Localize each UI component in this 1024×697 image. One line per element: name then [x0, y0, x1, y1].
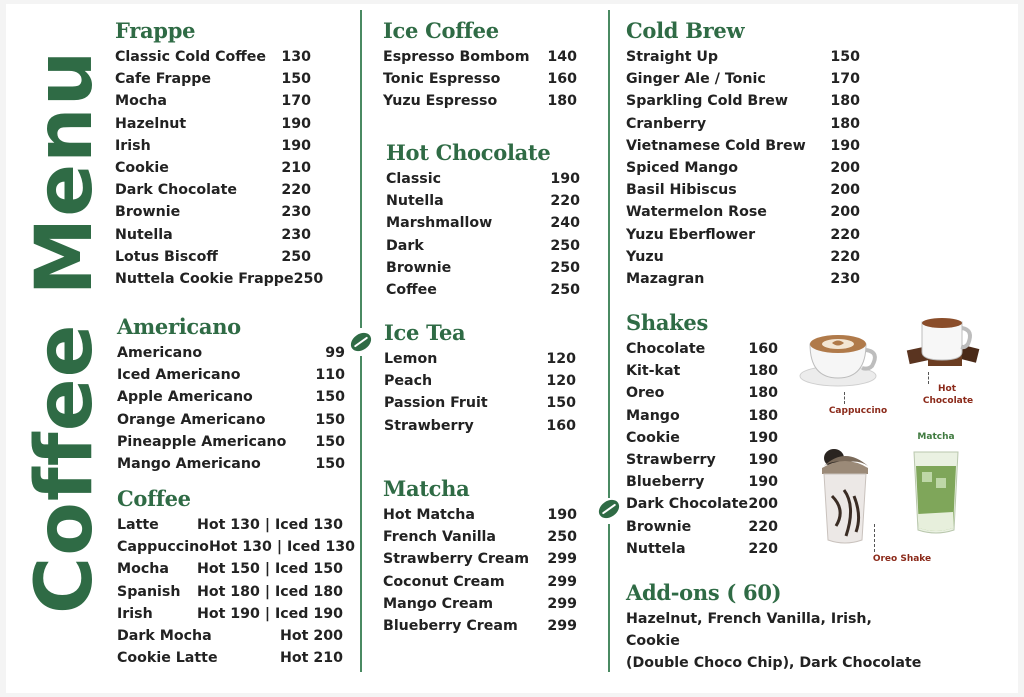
item-name: Brownie	[626, 518, 692, 535]
item-price: 180	[830, 93, 860, 110]
item-price: 230	[281, 204, 311, 221]
item-price: 299	[547, 573, 577, 590]
item-price: 180	[748, 407, 778, 424]
section-title: Add-ons ( 60)	[626, 580, 782, 605]
caption-pointer	[874, 524, 875, 552]
item-name: Vietnamese Cold Brew	[626, 137, 806, 154]
section-title: Shakes	[626, 310, 708, 335]
item-price: 250	[547, 529, 577, 546]
caption-cappuccino: Cappuccino	[828, 406, 888, 416]
caption-chocolate: Chocolate	[922, 396, 974, 406]
menu-item	[383, 571, 577, 593]
item-name: Strawberry Cream	[383, 551, 530, 568]
section-title: Coffee	[117, 486, 191, 511]
section-title: Hot Chocolate	[386, 140, 551, 165]
item-list	[626, 338, 778, 560]
item-price: 230	[830, 270, 860, 287]
item-list	[117, 514, 355, 669]
caption-pointer	[844, 392, 845, 404]
menu-item	[115, 46, 311, 68]
menu-item	[626, 471, 778, 493]
item-price: 180	[748, 385, 778, 402]
menu-item	[384, 415, 576, 437]
item-name: Espresso Bombom	[383, 49, 530, 66]
item-name: Brownie	[115, 204, 181, 221]
item-name: Cappuccino	[117, 539, 209, 556]
item-price: Hot 200	[280, 628, 343, 645]
item-price: 299	[547, 618, 577, 635]
menu-item	[384, 370, 576, 392]
menu-item	[117, 558, 343, 580]
menu-item	[384, 392, 576, 414]
section-shakes	[626, 308, 778, 560]
item-price: 190	[547, 507, 577, 524]
item-price: 220	[830, 226, 860, 243]
menu-item	[115, 68, 311, 90]
menu-item	[626, 135, 860, 157]
item-name: Pineapple Americano	[117, 433, 287, 450]
menu-item	[386, 190, 580, 212]
item-price: 200	[830, 160, 860, 177]
menu-item	[117, 647, 343, 669]
menu-item	[626, 405, 778, 427]
item-name: Nuttela	[626, 540, 686, 557]
column-divider-right	[608, 524, 610, 672]
item-name: Chocolate	[626, 341, 706, 358]
item-name: Yuzu Espresso	[383, 93, 498, 110]
item-price: 190	[830, 137, 860, 154]
menu-item	[386, 279, 580, 301]
section-cold-brew	[626, 16, 860, 290]
menu-item	[115, 113, 311, 135]
menu-item	[117, 603, 343, 625]
item-price: 220	[748, 518, 778, 535]
menu-item	[626, 538, 778, 560]
coffee-bean-icon	[595, 496, 622, 522]
item-name: Brownie	[386, 259, 452, 276]
item-price: 250	[293, 270, 324, 287]
section-title: Matcha	[383, 476, 470, 501]
section-title: Frappe	[115, 18, 196, 43]
item-name: Classic	[386, 171, 442, 188]
item-price: 190	[281, 137, 311, 154]
cappuccino-illustration	[796, 322, 886, 394]
item-name: Cookie	[115, 160, 169, 177]
item-name: Mazagran	[626, 270, 705, 287]
menu-item	[626, 338, 778, 360]
menu-page	[6, 4, 1018, 693]
menu-item	[117, 536, 355, 558]
item-price: 190	[748, 474, 778, 491]
item-name: Hot Matcha	[383, 507, 475, 524]
item-name: Watermelon Rose	[626, 204, 767, 221]
item-price: 220	[550, 193, 580, 210]
item-price: 240	[550, 215, 580, 232]
item-price: 170	[830, 71, 860, 88]
menu-item	[383, 593, 577, 615]
item-name: Americano	[117, 345, 203, 362]
hot-chocolate-illustration	[902, 314, 984, 374]
item-price: 210	[281, 160, 311, 177]
item-price: 170	[281, 93, 311, 110]
item-price: 180	[547, 93, 577, 110]
menu-item	[115, 201, 311, 223]
item-name: Lotus Biscoff	[115, 248, 218, 265]
addons-line-2: (Double Choco Chip), Dark Chocolate	[626, 655, 922, 671]
coffee-bean-icon	[347, 329, 374, 355]
item-price: 150	[315, 389, 345, 406]
item-name: Sparkling Cold Brew	[626, 93, 788, 110]
item-name: Tonic Espresso	[383, 71, 501, 88]
menu-item	[384, 348, 576, 370]
item-name: Cranberry	[626, 115, 707, 132]
section-ice-tea	[384, 318, 576, 437]
item-price: 150	[546, 395, 576, 412]
item-name: Blueberry	[626, 474, 705, 491]
item-list	[384, 348, 576, 437]
caption-oreo-shake: Oreo Shake	[872, 554, 932, 564]
item-name: Iced Americano	[117, 367, 241, 384]
column-divider-right	[608, 10, 610, 498]
item-price: Hot 190 | Iced 190	[196, 605, 343, 622]
item-name: Oreo	[626, 385, 665, 402]
item-price: 200	[748, 496, 778, 513]
menu-item	[117, 364, 345, 386]
item-name: Mango Cream	[383, 595, 494, 612]
item-price: 160	[748, 341, 778, 358]
item-list	[383, 504, 577, 637]
item-list	[115, 46, 324, 290]
column-divider-left	[360, 356, 362, 672]
menu-item	[626, 449, 778, 471]
item-name: Yuzu	[626, 248, 664, 265]
item-name: Cookie Latte	[117, 650, 218, 667]
section-matcha	[383, 474, 577, 637]
section-title: Ice Tea	[384, 320, 466, 345]
menu-item	[626, 382, 778, 404]
item-name: Nutella	[386, 193, 444, 210]
oreo-shake-illustration	[816, 440, 874, 546]
item-list	[117, 342, 345, 475]
item-price: 299	[547, 551, 577, 568]
menu-item	[117, 453, 345, 475]
item-price: 190	[748, 429, 778, 446]
item-name: Nutella	[115, 226, 173, 243]
item-price: 220	[748, 540, 778, 557]
menu-item	[383, 526, 577, 548]
menu-item	[626, 68, 860, 90]
item-name: French Vanilla	[383, 529, 496, 546]
item-price: 250	[550, 282, 580, 299]
item-name: Irish	[115, 137, 151, 154]
item-price: 200	[830, 182, 860, 199]
menu-item	[115, 179, 311, 201]
item-name: Cafe Frappe	[115, 71, 212, 88]
menu-item	[626, 268, 860, 290]
menu-item	[383, 68, 577, 90]
section-americano	[117, 312, 345, 475]
item-price: 250	[281, 248, 311, 265]
item-price: Hot 150 | Iced 150	[196, 561, 343, 578]
item-price: 180	[748, 363, 778, 380]
item-name: Basil Hibiscus	[626, 182, 737, 199]
item-price: 130	[281, 49, 311, 66]
item-price: 160	[547, 71, 577, 88]
menu-item	[626, 246, 860, 268]
item-price: 150	[315, 456, 345, 473]
item-list	[626, 46, 860, 290]
caption-hot: Hot	[937, 384, 957, 394]
menu-item	[386, 168, 580, 190]
matcha-illustration	[908, 446, 964, 536]
menu-item	[386, 257, 580, 279]
menu-item	[117, 581, 343, 603]
item-price: 190	[550, 171, 580, 188]
item-name: Spanish	[117, 583, 181, 600]
item-name: Irish	[117, 605, 153, 622]
item-price: 110	[315, 367, 345, 384]
menu-item	[115, 135, 311, 157]
item-name: Passion Fruit	[384, 395, 488, 412]
item-price: 120	[546, 373, 576, 390]
item-name: Peach	[384, 373, 433, 390]
item-name: Dark Chocolate	[626, 496, 748, 513]
menu-item	[117, 386, 345, 408]
menu-item	[626, 157, 860, 179]
item-name: Blueberry Cream	[383, 618, 518, 635]
menu-item	[626, 90, 860, 112]
menu-item	[115, 224, 311, 246]
item-price: 150	[281, 71, 311, 88]
section-hot-chocolate	[386, 138, 580, 301]
item-name: Dark	[386, 237, 424, 254]
menu-item	[626, 516, 778, 538]
item-name: Mango Americano	[117, 456, 261, 473]
item-price: 160	[546, 417, 576, 434]
column-divider-left	[360, 10, 362, 328]
item-name: Cookie	[626, 429, 680, 446]
addons-line-1: Hazelnut, French Vanilla, Irish, Cookie	[626, 611, 872, 649]
section-frappe	[115, 16, 324, 290]
menu-item	[383, 504, 577, 526]
item-name: Kit-kat	[626, 363, 681, 380]
item-name: Nuttela Cookie Frappe	[115, 270, 294, 287]
item-name: Yuzu Eberflower	[626, 226, 756, 243]
section-title: Americano	[117, 314, 241, 339]
item-price: Hot 180 | Iced 180	[196, 583, 343, 600]
menu-item	[117, 514, 343, 536]
item-name: Orange Americano	[117, 411, 266, 428]
item-price: 120	[546, 351, 576, 368]
item-price: 99	[325, 345, 345, 362]
menu-item	[626, 201, 860, 223]
item-name: Marshmallow	[386, 215, 493, 232]
menu-item	[626, 46, 860, 68]
menu-item	[626, 113, 860, 135]
menu-item	[115, 157, 311, 179]
item-name: Lemon	[384, 351, 438, 368]
item-name: Straight Up	[626, 49, 719, 66]
menu-title: Coffee Menu	[20, 49, 110, 614]
menu-item	[626, 179, 860, 201]
menu-item	[117, 409, 345, 431]
item-price: Hot 210	[280, 650, 343, 667]
item-name: Coconut Cream	[383, 573, 505, 590]
item-price: 250	[550, 237, 580, 254]
menu-item	[117, 431, 345, 453]
item-price: 230	[281, 226, 311, 243]
menu-item	[386, 212, 580, 234]
section-title: Ice Coffee	[383, 18, 499, 43]
menu-item	[383, 615, 577, 637]
menu-item	[115, 268, 324, 290]
menu-item	[117, 342, 345, 364]
item-name: Latte	[117, 517, 159, 534]
item-name: Dark Mocha	[117, 628, 212, 645]
menu-item	[115, 90, 311, 112]
caption-matcha: Matcha	[917, 432, 955, 442]
item-name: Mocha	[115, 93, 167, 110]
item-name: Classic Cold Coffee	[115, 49, 266, 66]
menu-item	[626, 360, 778, 382]
item-price: 150	[830, 49, 860, 66]
item-price: 220	[830, 248, 860, 265]
item-list	[383, 46, 577, 113]
menu-item	[117, 625, 343, 647]
menu-item	[626, 224, 860, 246]
menu-item	[386, 235, 580, 257]
item-price: 190	[281, 115, 311, 132]
menu-item	[383, 90, 577, 112]
menu-item	[115, 246, 311, 268]
section-coffee	[117, 484, 355, 669]
item-price: 190	[748, 452, 778, 469]
section-addons	[626, 578, 946, 674]
menu-item	[383, 46, 577, 68]
item-price: 299	[547, 595, 577, 612]
item-name: Hazelnut	[115, 115, 187, 132]
item-price: 180	[830, 115, 860, 132]
item-price: Hot 130 | Iced 130	[196, 517, 343, 534]
section-title: Cold Brew	[626, 18, 745, 43]
item-price: 150	[315, 433, 345, 450]
item-price: 220	[281, 182, 311, 199]
menu-item	[626, 427, 778, 449]
item-name: Mango	[626, 407, 680, 424]
section-ice-coffee	[383, 16, 577, 113]
item-name: Apple Americano	[117, 389, 253, 406]
item-name: Dark Chocolate	[115, 182, 237, 199]
item-price: 200	[830, 204, 860, 221]
item-name: Strawberry	[626, 452, 716, 469]
item-name: Mocha	[117, 561, 169, 578]
menu-item	[383, 548, 577, 570]
item-price: 250	[550, 259, 580, 276]
item-price: 150	[315, 411, 345, 428]
item-name: Coffee	[386, 282, 437, 299]
item-name: Ginger Ale / Tonic	[626, 71, 766, 88]
caption-pointer	[928, 372, 929, 384]
item-list	[386, 168, 580, 301]
item-price: Hot 130 | Iced 130	[208, 539, 355, 556]
menu-item	[626, 493, 778, 515]
item-price: 140	[547, 49, 577, 66]
item-name: Spiced Mango	[626, 160, 739, 177]
item-name: Strawberry	[384, 417, 474, 434]
